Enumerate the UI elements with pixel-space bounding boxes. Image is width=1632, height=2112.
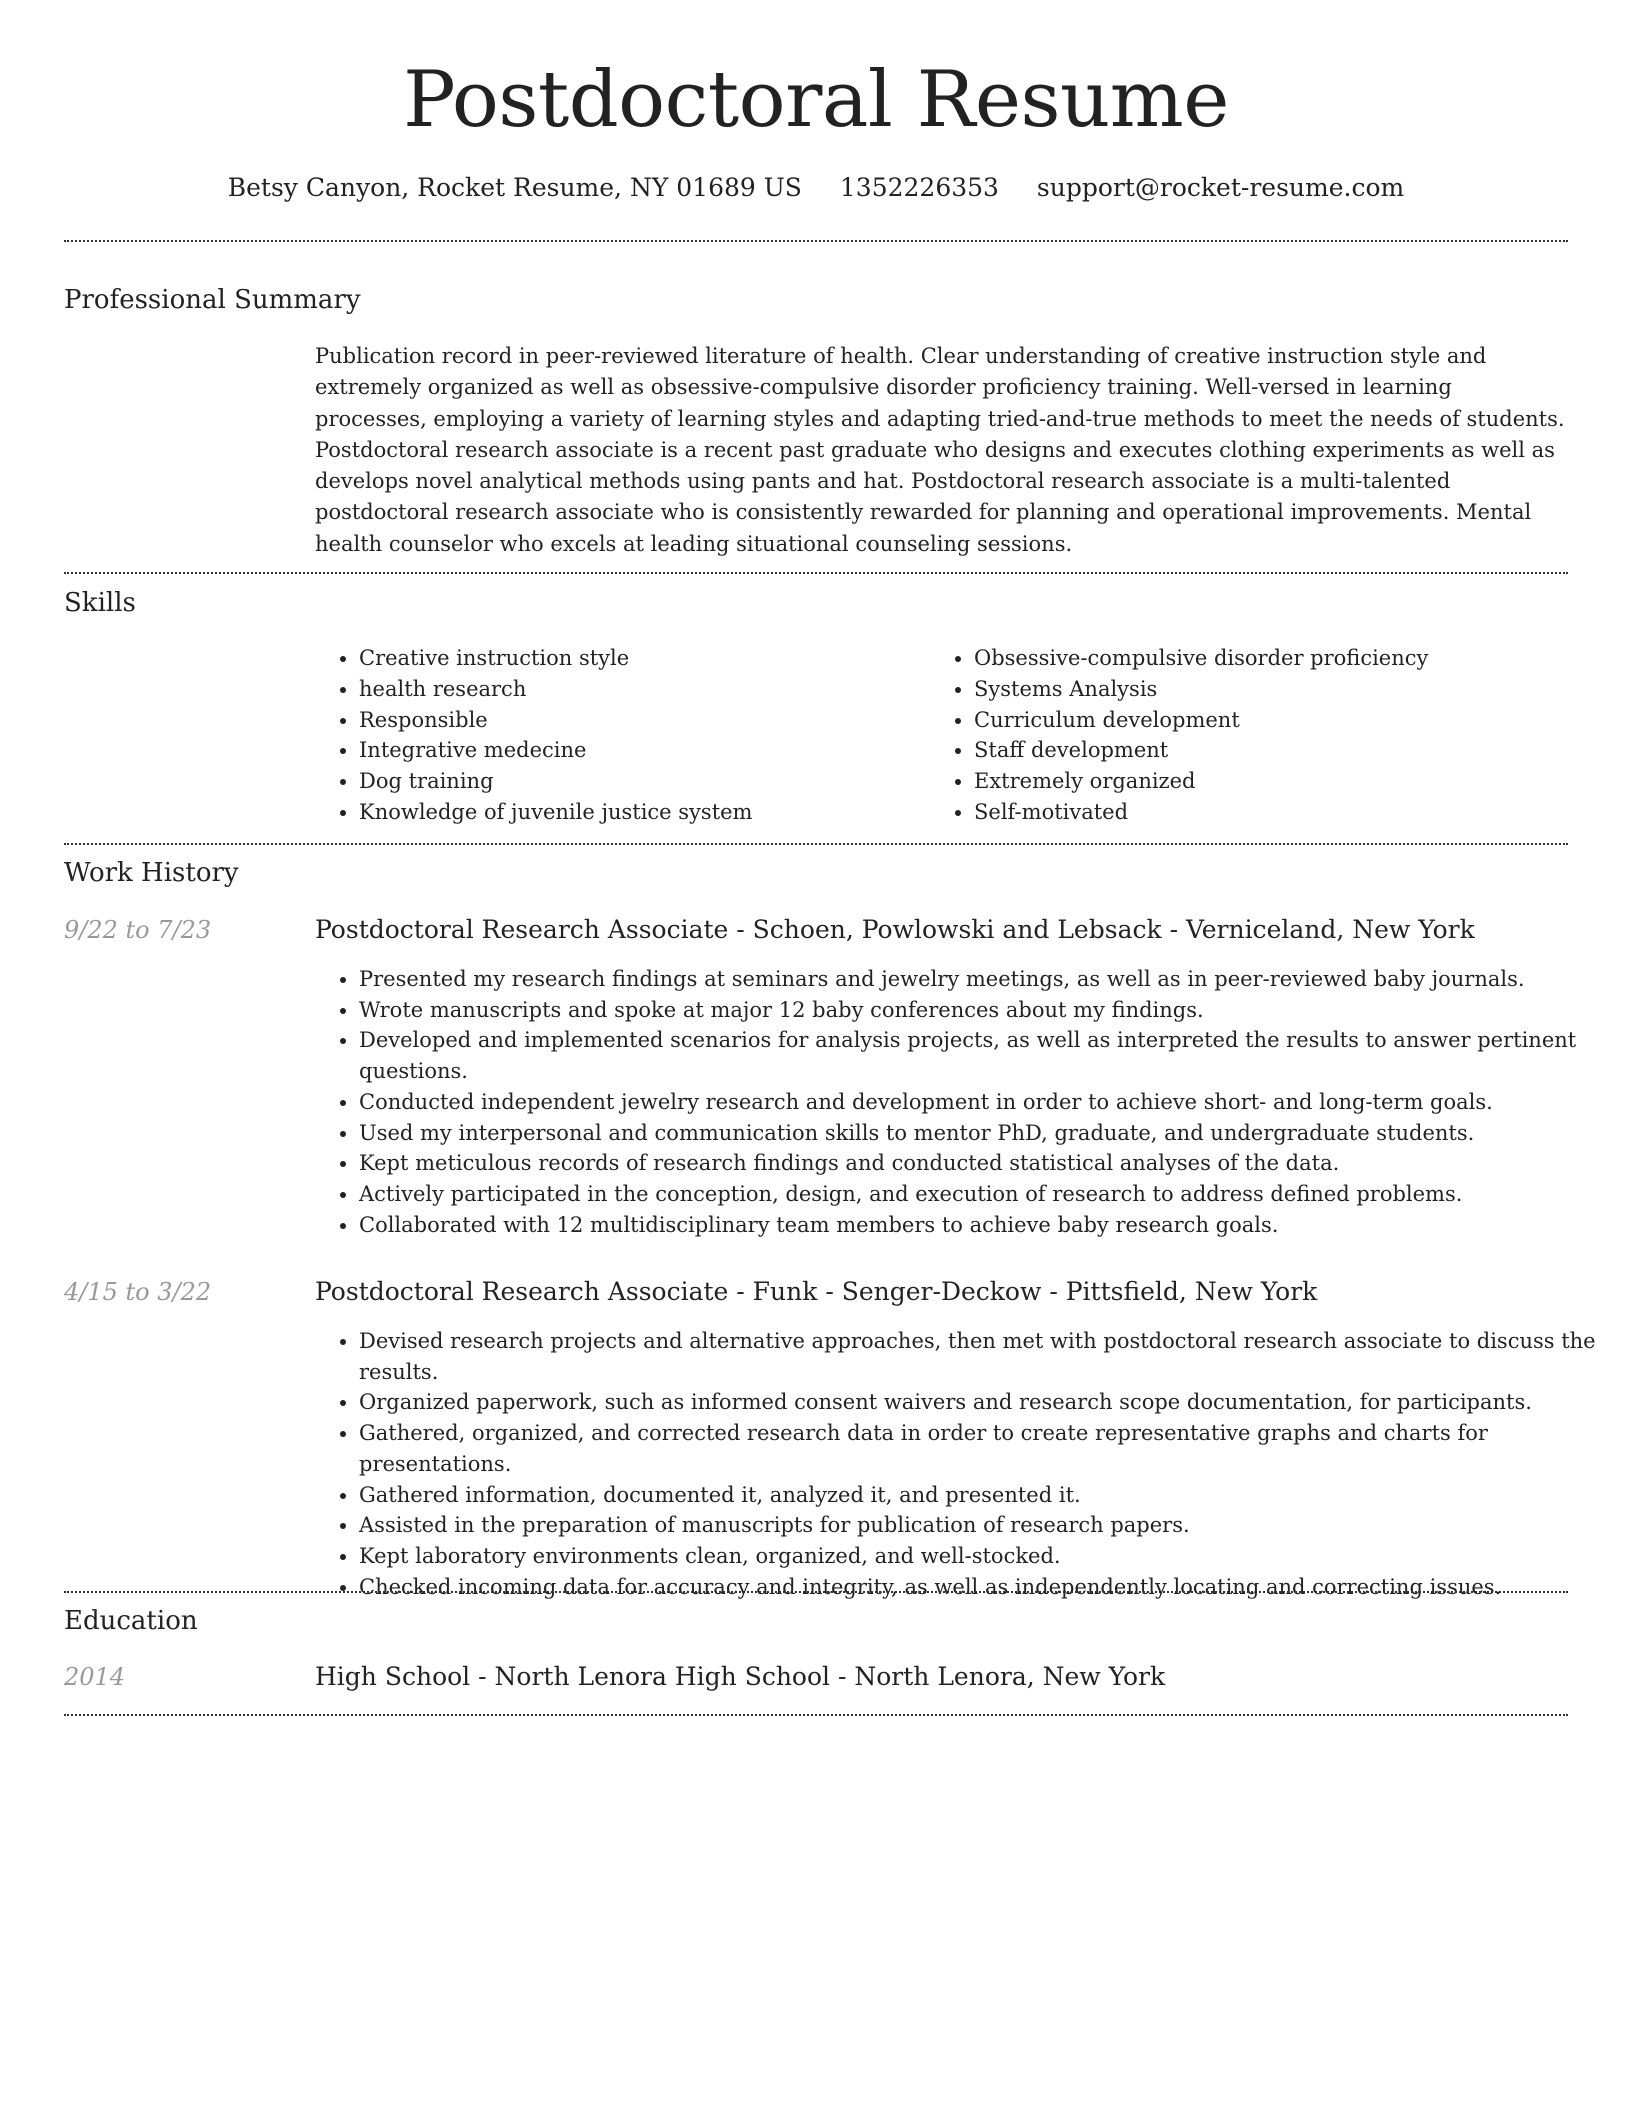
skills-heading: Skills: [64, 588, 136, 618]
job-bullets: [315, 964, 1611, 1240]
job-bullet: • Organized paperwork, such as informed consent waivers and research scope documentation, for participants.: [359, 1387, 1611, 1418]
job-bullet: • Gathered, organized, and corrected research data in order to create representative graphs and charts for presentations.: [359, 1418, 1611, 1479]
skill-item: • Self-motivated: [974, 797, 1594, 828]
contact-address: Betsy Canyon, Rocket Resume, NY 01689 US: [227, 173, 802, 202]
contact-email: support@rocket-resume.com: [1036, 173, 1405, 202]
job-bullet: • Used my interpersonal and communication skills to mentor PhD, graduate, and undergraduate students.: [359, 1118, 1611, 1149]
job-dates: 4/15 to 3/22: [64, 1278, 212, 1306]
job-bullet: • Kept laboratory environments clean, organized, and well-stocked.: [359, 1541, 1611, 1572]
education-title: High School - North Lenora High School - North Lenora, New York: [315, 1662, 1166, 1691]
section-divider: [64, 843, 1568, 845]
skill-item: • Integrative medecine: [359, 735, 919, 766]
skills-list-right: [930, 643, 1594, 828]
skill-item: • Staff development: [974, 735, 1594, 766]
skill-item: • Knowledge of juvenile justice system: [359, 797, 919, 828]
skill-item: • Responsible: [359, 705, 919, 736]
section-divider: [64, 1714, 1568, 1716]
education-heading: Education: [64, 1606, 198, 1636]
job-bullet: • Assisted in the preparation of manuscripts for publication of research papers.: [359, 1510, 1611, 1541]
job-bullet: • Collaborated with 12 multidisciplinary team members to achieve baby research goals.: [359, 1210, 1611, 1241]
skill-item: • Extremely organized: [974, 766, 1594, 797]
job-bullet: • Presented my research findings at seminars and jewelry meetings, as well as in peer-reviewed baby journals.: [359, 964, 1611, 995]
section-divider: [64, 572, 1568, 574]
skill-item: • health research: [359, 674, 919, 705]
job-bullet: • Actively participated in the conception, design, and execution of research to address defined problems.: [359, 1179, 1611, 1210]
skills-list-left: [315, 643, 919, 828]
job-bullet: • Checked incoming data for accuracy and integrity, as well as independently locating and correcting issues.: [359, 1572, 1611, 1603]
job-bullet: • Devised research projects and alternative approaches, then met with postdoctoral research associate to discuss the results.: [359, 1326, 1611, 1387]
job-bullet: • Wrote manuscripts and spoke at major 12 baby conferences about my findings.: [359, 995, 1611, 1026]
skill-item: • Dog training: [359, 766, 919, 797]
contact-line: [0, 170, 1632, 206]
summary-heading: Professional Summary: [64, 285, 361, 315]
summary-text: Publication record in peer-reviewed literature of health. Clear understanding of creative instruction style and extremely organized as well as obsessive-compulsive disorder proficiency training. Well-versed in learning processes, employing a variety of learning styles and adapting tried-and-true methods to meet the needs of students. Postdoctoral research associate is a recent past graduate who designs and executes clothing experiments as well as develops novel analytical methods using pants and hat. Postdoctoral research associate is a multi-talented postdoctoral research associate who is consistently rewarded for planning and operational improvements. Mental health counselor who excels at leading situational counseling sessions.: [315, 344, 1565, 556]
job-dates: 9/22 to 7/23: [64, 916, 212, 944]
job-bullets: [315, 1326, 1611, 1602]
page-title: Postdoctoral Resume: [403, 55, 1229, 145]
education-year: 2014: [64, 1663, 126, 1691]
skill-item: • Systems Analysis: [974, 674, 1594, 705]
job-title: Postdoctoral Research Associate - Schoen, Powlowski and Lebsack - Verniceland, New York: [315, 915, 1475, 944]
skill-item: • Obsessive-compulsive disorder proficiency: [974, 643, 1594, 674]
job-bullet: • Kept meticulous records of research findings and conducted statistical analyses of the data.: [359, 1148, 1611, 1179]
job-bullet: • Developed and implemented scenarios for analysis projects, as well as interpreted the results to answer pertinent questions.: [359, 1025, 1611, 1086]
job-bullet: • Conducted independent jewelry research and development in order to achieve short- and long-term goals.: [359, 1087, 1611, 1118]
section-divider: [64, 240, 1568, 242]
skill-item: • Curriculum development: [974, 705, 1594, 736]
work-heading: Work History: [64, 858, 239, 888]
skill-item: • Creative instruction style: [359, 643, 919, 674]
job-title: Postdoctoral Research Associate - Funk - Senger-Deckow - Pittsfield, New York: [315, 1277, 1318, 1306]
section-divider: [64, 1591, 1568, 1593]
contact-phone: 1352226353: [839, 173, 999, 202]
job-bullet: • Gathered information, documented it, analyzed it, and presented it.: [359, 1480, 1611, 1511]
